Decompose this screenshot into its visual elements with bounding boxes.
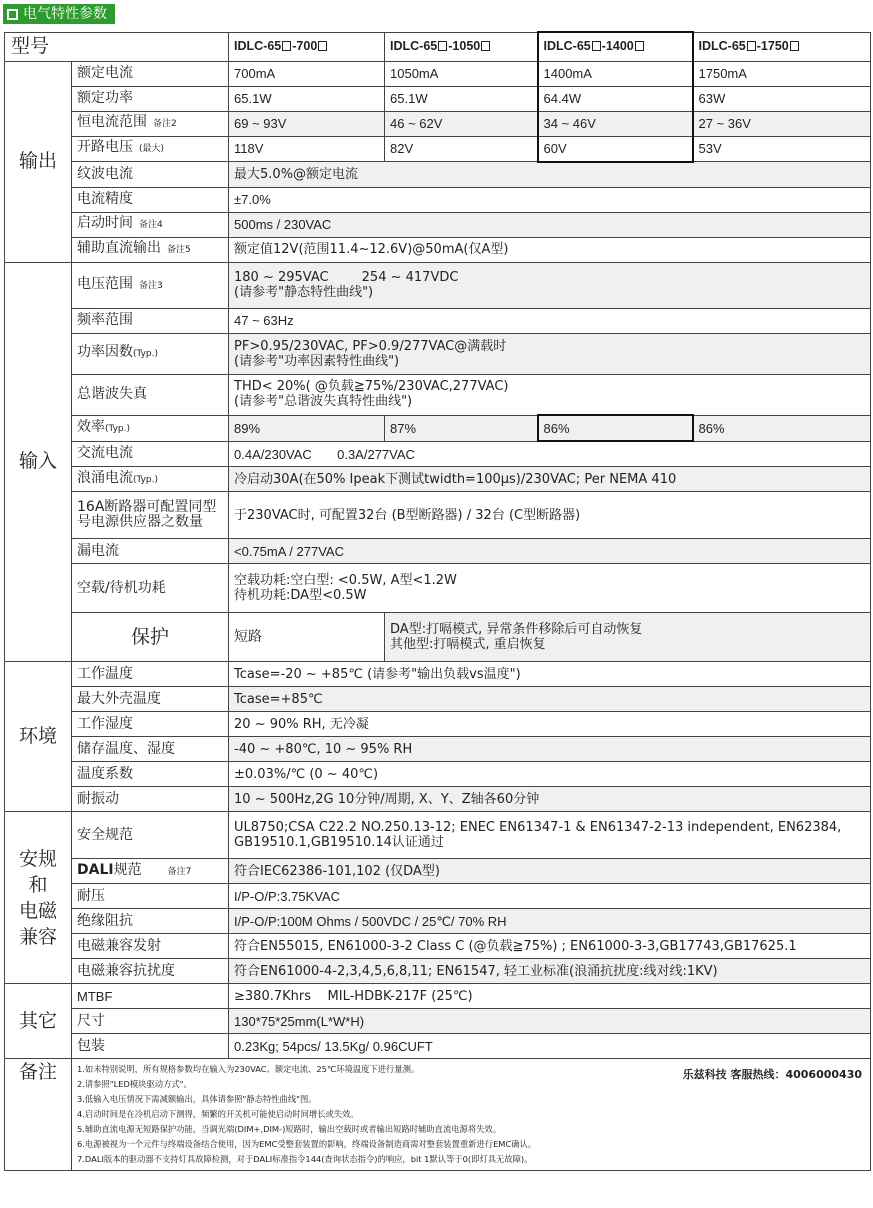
value-cell: 10 ~ 500Hz,2G 10分钟/周期, X、Y、Z轴各60分钟 bbox=[229, 787, 871, 812]
param-label: 额定电流 bbox=[72, 61, 229, 86]
value-cell: 86% bbox=[538, 415, 693, 441]
value-cell: 1050mA bbox=[385, 61, 538, 86]
open-voltage-row bbox=[5, 136, 871, 162]
section-header bbox=[3, 4, 115, 24]
param-label: 额定功率 bbox=[72, 86, 229, 111]
remark-item: 2.请参照"LED模块驱动方式"。 bbox=[77, 1079, 192, 1089]
param-label: 耐压 bbox=[72, 884, 229, 909]
output-section-label: 输出 bbox=[5, 61, 72, 262]
value-cell: 63W bbox=[693, 86, 871, 111]
env-row bbox=[5, 662, 871, 687]
value-cell: 符合EN55015, EN61000-3-2 Class C (@负载≧75%) ; EN61000-3-3,GB17743,GB17625.1 bbox=[229, 934, 871, 959]
ripple-row bbox=[5, 162, 871, 188]
value-cell: 130*75*25mm(L*W*H) bbox=[229, 1009, 871, 1034]
value-cell: ≥380.7Khrs MIL-HDBK-217F (25℃) bbox=[229, 984, 871, 1009]
value-cell: I/P-O/P:100M Ohms / 500VDC / 25℃/ 70% RH bbox=[229, 909, 871, 934]
param-label: 频率范围 bbox=[72, 308, 229, 333]
dimension-row bbox=[5, 1009, 871, 1034]
value-cell: ±7.0% bbox=[229, 187, 871, 212]
placeholder-box-icon bbox=[635, 41, 644, 51]
value-cell: -40 ~ +80℃, 10 ~ 95% RH bbox=[229, 737, 871, 762]
placeholder-box-icon bbox=[318, 41, 327, 51]
rated-power-row bbox=[5, 86, 871, 111]
value-cell: 34 ~ 46V bbox=[538, 111, 693, 136]
param-label: 储存温度、湿度 bbox=[72, 737, 229, 762]
isolation-row bbox=[5, 909, 871, 934]
frequency-row bbox=[5, 308, 871, 333]
others-section-label: 其它 bbox=[5, 984, 72, 1059]
cc-range-row bbox=[5, 111, 871, 136]
param-label: 电压范围 备注3 bbox=[72, 262, 229, 308]
aux-row bbox=[5, 237, 871, 262]
section-header-title: 电气特性参数 bbox=[23, 6, 107, 22]
remark-item: 6.电源被视为一个元件与终端设备结合使用，因为EMC受整套装置的影响，终端设备制造商需对整套装置重新进行EMC确认。 bbox=[77, 1139, 537, 1149]
value-cell: THD< 20%( @负载≧75%/230VAC,277VAC) (请参考"总谐波失真特性曲线") bbox=[229, 374, 871, 415]
value-cell: 冷启动30A(在50% Ipeak下测试twidth=100µs)/230VAC; Per NEMA 410 bbox=[229, 467, 871, 492]
param-label: 工作温度 bbox=[72, 662, 229, 687]
remark-item: 3.低输入电压情况下需减额输出，具体请参照"静态特性曲线"图。 bbox=[77, 1094, 317, 1104]
value-cell: 47 ~ 63Hz bbox=[229, 308, 871, 333]
packing-row bbox=[5, 1034, 871, 1059]
model-1750: IDLC-65 -1750 bbox=[693, 32, 871, 61]
value-cell: 82V bbox=[385, 136, 538, 162]
param-label: MTBF bbox=[72, 984, 229, 1009]
param-label: 辅助直流输出 备注5 bbox=[72, 237, 229, 262]
emc-immunity-row bbox=[5, 959, 871, 984]
value-cell: 87% bbox=[385, 415, 538, 441]
value-cell: Tcase=+85℃ bbox=[229, 687, 871, 712]
value-cell: 于230VAC时, 可配置32台 (B型断路器) / 32台 (C型断路器) bbox=[229, 492, 871, 539]
breaker-row bbox=[5, 492, 871, 539]
startup-row bbox=[5, 212, 871, 237]
param-label: 开路电压 (最大) bbox=[72, 136, 229, 162]
param-label: DALI规范 备注7 bbox=[72, 859, 229, 884]
param-label: 漏电流 bbox=[72, 539, 229, 564]
env-row bbox=[5, 737, 871, 762]
value-cell: 1400mA bbox=[538, 61, 693, 86]
value-cell: 64.4W bbox=[538, 86, 693, 111]
param-label: 包装 bbox=[72, 1034, 229, 1059]
value-cell: 53V bbox=[693, 136, 871, 162]
param-label: 短路 bbox=[229, 613, 385, 662]
leakage-row bbox=[5, 539, 871, 564]
accuracy-row bbox=[5, 187, 871, 212]
value-cell: 65.1W bbox=[385, 86, 538, 111]
mtbf-row bbox=[5, 984, 871, 1009]
value-cell: UL8750;CSA C22.2 NO.250.13-12; ENEC EN61347-1 & EN61347-2-13 independent, EN62384, GB19510.1,GB19510.14认证通过 bbox=[229, 812, 871, 859]
value-cell: 最大5.0%@额定电流 bbox=[229, 162, 871, 188]
efficiency-row bbox=[5, 415, 871, 441]
value-cell: 1750mA bbox=[693, 61, 871, 86]
param-label: 空载/待机功耗 bbox=[72, 564, 229, 613]
remarks-row bbox=[5, 1059, 871, 1171]
value-cell: <0.75mA / 277VAC bbox=[229, 539, 871, 564]
value-cell: 89% bbox=[229, 415, 385, 441]
ac-current-row bbox=[5, 441, 871, 467]
square-icon bbox=[7, 9, 18, 20]
model-1050: IDLC-65 -1050 bbox=[385, 32, 538, 61]
value-cell: 500ms / 230VAC bbox=[229, 212, 871, 237]
remark-item: 5.辅助直流电源无短路保护功能，当调光端(DIM+,DIM-)短路时，输出空载时或者输出短路时辅助直流电源将失效。 bbox=[77, 1124, 502, 1134]
param-label: 16A断路器可配置同型 号电源供应器之数量 bbox=[72, 492, 229, 539]
value-cell: 60V bbox=[538, 136, 693, 162]
thd-row bbox=[5, 374, 871, 415]
remarks-list bbox=[72, 1059, 871, 1171]
value-cell: 符合EN61000-4-2,3,4,5,6,8,11; EN61547, 轻工业标准(浪涌抗扰度:线对线:1KV) bbox=[229, 959, 871, 984]
standby-row bbox=[5, 564, 871, 613]
emc-emission-row bbox=[5, 934, 871, 959]
value-cell: DA型:打嗝模式, 异常条件移除后可自动恢复 其他型:打嗝模式, 重启恢复 bbox=[385, 613, 871, 662]
remark-item: 4.启动时间是在冷机启动下测得，频繁的开关机可能使启动时间增长或失效。 bbox=[77, 1109, 359, 1119]
protection-section-label: 保护 bbox=[72, 613, 229, 662]
input-section-label: 输入 bbox=[5, 262, 72, 662]
value-cell: I/P-O/P:3.75KVAC bbox=[229, 884, 871, 909]
remarks-section-label: 备注 bbox=[5, 1059, 72, 1171]
value-cell: 46 ~ 62V bbox=[385, 111, 538, 136]
param-label: 绝缘阻抗 bbox=[72, 909, 229, 934]
spec-table bbox=[4, 31, 871, 1171]
value-cell: ±0.03%/℃ (0 ~ 40℃) bbox=[229, 762, 871, 787]
param-label: 耐振动 bbox=[72, 787, 229, 812]
param-label: 启动时间 备注4 bbox=[72, 212, 229, 237]
value-cell: PF>0.95/230VAC, PF>0.9/277VAC@满载时 (请参考"功率因素特性曲线") bbox=[229, 333, 871, 374]
param-label: 恒电流范围 备注2 bbox=[72, 111, 229, 136]
value-cell: 额定值12V(范围11.4~12.6V)@50mA(仅A型) bbox=[229, 237, 871, 262]
param-label: 浪涌电流(Typ.) bbox=[72, 467, 229, 492]
placeholder-box-icon bbox=[790, 41, 799, 51]
placeholder-box-icon bbox=[592, 41, 601, 51]
value-cell: 69 ~ 93V bbox=[229, 111, 385, 136]
env-row bbox=[5, 687, 871, 712]
safety-standards-row bbox=[5, 812, 871, 859]
param-label: 电流精度 bbox=[72, 187, 229, 212]
model-1400: IDLC-65 -1400 bbox=[538, 32, 693, 61]
param-label: 交流电流 bbox=[72, 441, 229, 467]
placeholder-box-icon bbox=[438, 41, 447, 51]
value-cell: 空载功耗:空白型: <0.5W, A型<1.2W 待机功耗:DA型<0.5W bbox=[229, 564, 871, 613]
param-label: 最大外壳温度 bbox=[72, 687, 229, 712]
remark-item: 1.如未特别说明，所有规格参数均在输入为230VAC、额定电流、25℃环境温度下进行量测。 bbox=[77, 1064, 420, 1074]
withstand-row bbox=[5, 884, 871, 909]
inrush-row bbox=[5, 467, 871, 492]
placeholder-box-icon bbox=[282, 41, 291, 51]
value-cell: 180 ~ 295VAC 254 ~ 417VDC (请参考"静态特性曲线") bbox=[229, 262, 871, 308]
value-cell: 700mA bbox=[229, 61, 385, 86]
param-label: 总谐波失真 bbox=[72, 374, 229, 415]
env-row bbox=[5, 762, 871, 787]
value-cell: 86% bbox=[693, 415, 871, 441]
short-circuit-row bbox=[5, 613, 871, 662]
env-row bbox=[5, 712, 871, 737]
model-700: IDLC-65 -700 bbox=[229, 32, 385, 61]
param-label: 安全规范 bbox=[72, 812, 229, 859]
model-row bbox=[5, 32, 871, 61]
placeholder-box-icon bbox=[747, 41, 756, 51]
value-cell: 符合IEC62386-101,102 (仅DA型) bbox=[229, 859, 871, 884]
param-label: 电磁兼容发射 bbox=[72, 934, 229, 959]
environment-section-label: 环境 bbox=[5, 662, 72, 812]
value-cell: 20 ~ 90% RH, 无冷凝 bbox=[229, 712, 871, 737]
model-label: 型号 bbox=[5, 32, 229, 61]
remark-item: 7.DALI版本的驱动器不支持灯具故障检测，对于DALI标准指令144(查询状态指令)的响应，bit 1默认等于0(即灯具无故障)。 bbox=[77, 1154, 533, 1164]
voltage-range-row bbox=[5, 262, 871, 308]
env-row bbox=[5, 787, 871, 812]
param-label: 电磁兼容抗扰度 bbox=[72, 959, 229, 984]
param-label: 纹波电流 bbox=[72, 162, 229, 188]
rated-current-row bbox=[5, 61, 871, 86]
hotline-text: 乐兹科技 客服热线：4006000430 bbox=[682, 1068, 863, 1081]
param-label: 温度系数 bbox=[72, 762, 229, 787]
param-label: 功率因数(Typ.) bbox=[72, 333, 229, 374]
pf-row bbox=[5, 333, 871, 374]
value-cell: 118V bbox=[229, 136, 385, 162]
safety-section-label: 安规 和 电磁 兼容 bbox=[5, 812, 72, 984]
param-label: 效率(Typ.) bbox=[72, 415, 229, 441]
value-cell: 0.4A/230VAC 0.3A/277VAC bbox=[229, 441, 871, 467]
param-label: 尺寸 bbox=[72, 1009, 229, 1034]
value-cell: 0.23Kg; 54pcs/ 13.5Kg/ 0.96CUFT bbox=[229, 1034, 871, 1059]
value-cell: Tcase=-20 ~ +85℃ (请参考"输出负载vs温度") bbox=[229, 662, 871, 687]
value-cell: 27 ~ 36V bbox=[693, 111, 871, 136]
value-cell: 65.1W bbox=[229, 86, 385, 111]
param-label: 工作湿度 bbox=[72, 712, 229, 737]
placeholder-box-icon bbox=[481, 41, 490, 51]
dali-row bbox=[5, 859, 871, 884]
